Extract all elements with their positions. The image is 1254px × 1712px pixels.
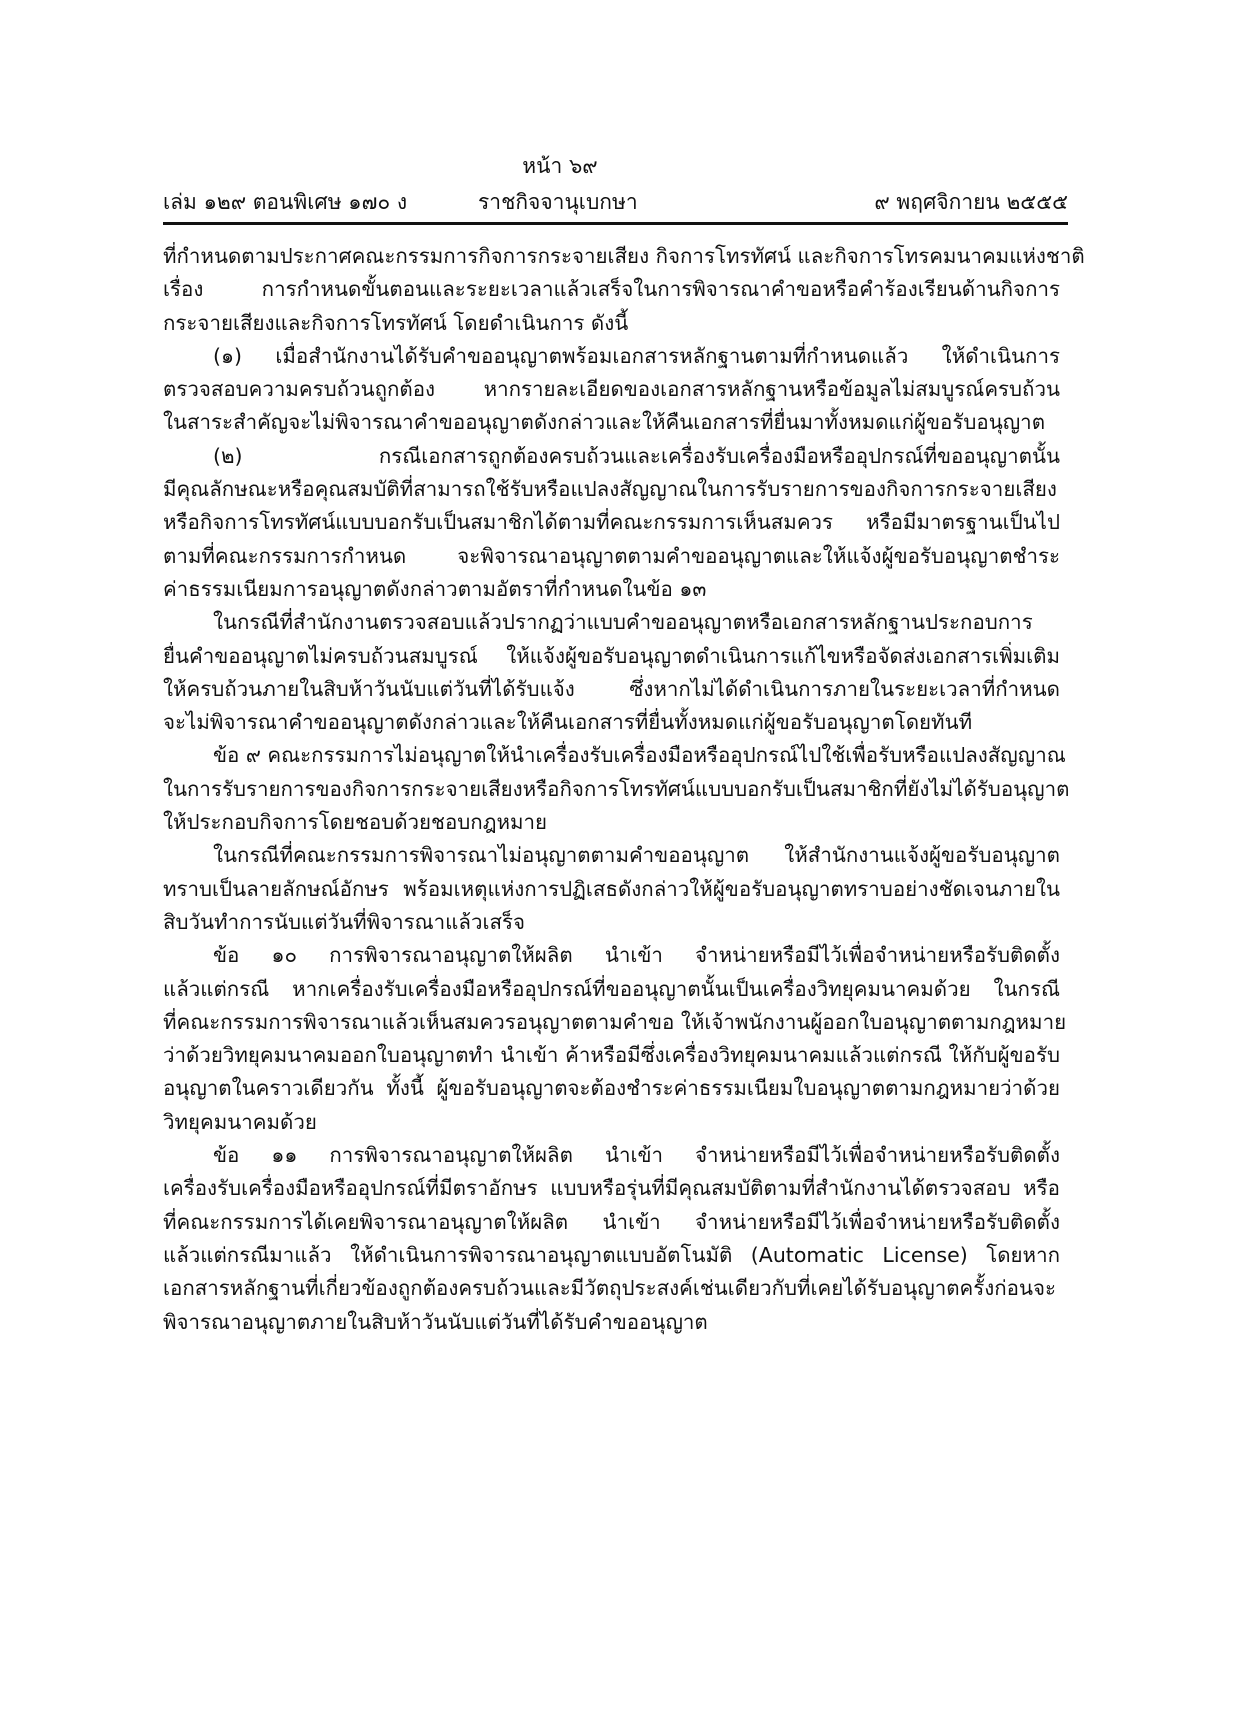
text-line: ยื่นคำขออนุญาตไม่ครบถ้วนสมบูรณ์ ให้แจ้งผู้ขอรับอนุญาตดำเนินการแก้ไขหรือจัดส่งเอกสารเพิ่มเติม — [163, 643, 1060, 668]
page-number: หน้า ๖๙ — [522, 154, 598, 178]
text-line: จะไม่พิจารณาคำขออนุญาตดังกล่าวและให้คืนเอกสารที่ยื่นทั้งหมดแก่ผู้ขอรับอนุญาตโดยทันที — [163, 710, 973, 735]
paragraph — [163, 739, 1070, 839]
text-line: ค่าธรรมเนียมการอนุญาตดังกล่าวตามอัตราที่กำหนดในข้อ ๑๓ — [163, 576, 707, 601]
paragraph — [163, 340, 1060, 440]
gazette-header — [163, 186, 1068, 216]
text-line: หรือกิจการโทรทัศน์แบบบอกรับเป็นสมาชิกได้ตามที่คณะกรรมการเห็นสมควร หรือมีมาตรฐานเป็นไป — [163, 510, 1060, 535]
text-line: ว่าด้วยวิทยุคมนาคมออกใบอนุญาตทำ นำเข้า ค้าหรือมีซึ่งเครื่องวิทยุคมนาคมแล้วแต่กรณี ให้กับผู้ขอรับ — [163, 1043, 1060, 1068]
text-line: ในการรับรายการของกิจการกระจายเสียงหรือกิจการโทรทัศน์แบบบอกรับเป็นสมาชิกที่ยังไม่ได้รับอนุญาต — [163, 776, 1070, 801]
text-line: (๑) เมื่อสำนักงานได้รับคำขออนุญาตพร้อมเอกสารหลักฐานตามที่กำหนดแล้ว ให้ดำเนินการ — [213, 343, 1060, 368]
text-line: ข้อ ๙ คณะกรรมการไม่อนุญาตให้นำเครื่องรับเครื่องมือหรืออุปกรณ์ไปใช้เพื่อรับหรือแปลงสัญญาณ — [213, 743, 1066, 768]
text-line: ให้ครบถ้วนภายในสิบห้าวันนับแต่วันที่ได้รับแจ้ง ซึ่งหากไม่ได้ดำเนินการภายในระยะเวลาที่กำหนด — [163, 676, 1060, 701]
document-body — [163, 240, 1085, 1339]
text-line: ตรวจสอบความครบถ้วนถูกต้อง หากรายละเอียดของเอกสารหลักฐานหรือข้อมูลไม่สมบูรณ์ครบถ้วน — [163, 377, 1060, 402]
text-line: กระจายเสียงและกิจการโทรทัศน์ โดยดำเนินการ ดังนี้ — [163, 310, 629, 335]
text-line: ในกรณีที่สำนักงานตรวจสอบแล้วปรากฏว่าแบบคำขออนุญาตหรือเอกสารหลักฐานประกอบการ — [213, 610, 1033, 635]
paragraph — [163, 939, 1067, 1139]
text-line: มีคุณลักษณะหรือคุณสมบัติที่สามารถใช้รับหรือแปลงสัญญาณในการรับรายการของกิจการกระจายเสียง — [163, 477, 1057, 502]
paragraph — [163, 839, 1060, 939]
text-line: ทราบเป็นลายลักษณ์อักษร พร้อมเหตุแห่งการปฏิเสธดังกล่าวให้ผู้ขอรับอนุญาตทราบอย่างชัดเจนภายใน — [163, 876, 1060, 901]
paragraph — [163, 1139, 1060, 1339]
text-line: ตามที่คณะกรรมการกำหนด จะพิจารณาอนุญาตตามคำขออนุญาตและให้แจ้งผู้ขอรับอนุญาตชำระ — [163, 543, 1060, 568]
volume-issue: เล่ม ๑๒๙ ตอนพิเศษ ๑๗๐ ง — [163, 190, 408, 214]
paragraph — [163, 440, 1060, 606]
text-line: เครื่องรับเครื่องมือหรืออุปกรณ์ที่มีตราอักษร แบบหรือรุ่นที่มีคุณสมบัติตามที่สำนักงานได้ตรวจสอบ หรือ — [163, 1176, 1060, 1201]
text-line: วิทยุคมนาคมด้วย — [163, 1109, 317, 1134]
text-line: ข้อ ๑๑ การพิจารณาอนุญาตให้ผลิต นำเข้า จำหน่ายหรือมีไว้เพื่อจำหน่ายหรือรับติดตั้ง — [213, 1143, 1060, 1168]
text-line: ที่กำหนดตามประกาศคณะกรรมการกิจการกระจายเสียง กิจการโทรทัศน์ และกิจการโทรคมนาคมแห่งชาติ — [163, 244, 1085, 268]
text-line: แล้วแต่กรณีมาแล้ว ให้ดำเนินการพิจารณาอนุญาตแบบอัตโนมัติ (Automatic License) โดยหาก — [163, 1242, 1060, 1267]
paragraph — [163, 606, 1060, 739]
text-line: เอกสารหลักฐานที่เกี่ยวข้องถูกต้องครบถ้วนและมีวัตถุประสงค์เช่นเดียวกับที่เคยได้รับอนุญาตครั้งก่อนจะ — [163, 1276, 1057, 1301]
text-line: ที่คณะกรรมการพิจารณาแล้วเห็นสมควรอนุญาตตามคำขอ ให้เจ้าพนักงานผู้ออกใบอนุญาตตามกฎหมาย — [163, 1009, 1067, 1034]
text-line: เรื่อง การกำหนดขั้นตอนและระยะเวลาแล้วเสร็จในการพิจารณาคำขอหรือคำร้องเรียนด้านกิจการ — [163, 277, 1060, 302]
text-line: อนุญาตในคราวเดียวกัน ทั้งนี้ ผู้ขอรับอนุญาตจะต้องชำระค่าธรรมเนียมใบอนุญาตตามกฎหมายว่าด้วย — [163, 1076, 1060, 1101]
text-line: สิบวันทำการนับแต่วันที่พิจารณาแล้วเสร็จ — [163, 909, 526, 934]
text-line: ข้อ ๑๐ การพิจารณาอนุญาตให้ผลิต นำเข้า จำหน่ายหรือมีไว้เพื่อจำหน่ายหรือรับติดตั้ง — [213, 943, 1060, 968]
publication-date: ๙ พฤศจิกายน ๒๕๕๕ — [874, 190, 1068, 214]
text-line: แล้วแต่กรณี หากเครื่องรับเครื่องมือหรืออุปกรณ์ที่ขออนุญาตนั้นเป็นเครื่องวิทยุคมนาคมด้วย ในกรณี — [163, 976, 1060, 1001]
text-line: (๒) กรณีเอกสารถูกต้องครบถ้วนและเครื่องรับเครื่องมือหรืออุปกรณ์ที่ขออนุญาตนั้น — [213, 443, 1060, 468]
paragraph — [163, 240, 1085, 340]
publication-name: ราชกิจจานุเบกษา — [478, 190, 638, 214]
text-line: ให้ประกอบกิจการโดยชอบด้วยชอบกฎหมาย — [163, 810, 548, 835]
text-line: ในกรณีที่คณะกรรมการพิจารณาไม่อนุญาตตามคำขออนุญาต ให้สำนักงานแจ้งผู้ขอรับอนุญาต — [213, 843, 1060, 868]
header-rule — [163, 222, 1068, 225]
text-line: ในสาระสำคัญจะไม่พิจารณาคำขออนุญาตดังกล่าวและให้คืนเอกสารที่ยื่นมาทั้งหมดแก่ผู้ขอรับอนุญาต — [163, 410, 1046, 435]
text-line: ที่คณะกรรมการได้เคยพิจารณาอนุญาตให้ผลิต นำเข้า จำหน่ายหรือมีไว้เพื่อจำหน่ายหรือรับติดตั้ง — [163, 1209, 1060, 1234]
text-line: พิจารณาอนุญาตภายในสิบห้าวันนับแต่วันที่ได้รับคำขออนุญาต — [163, 1309, 708, 1334]
